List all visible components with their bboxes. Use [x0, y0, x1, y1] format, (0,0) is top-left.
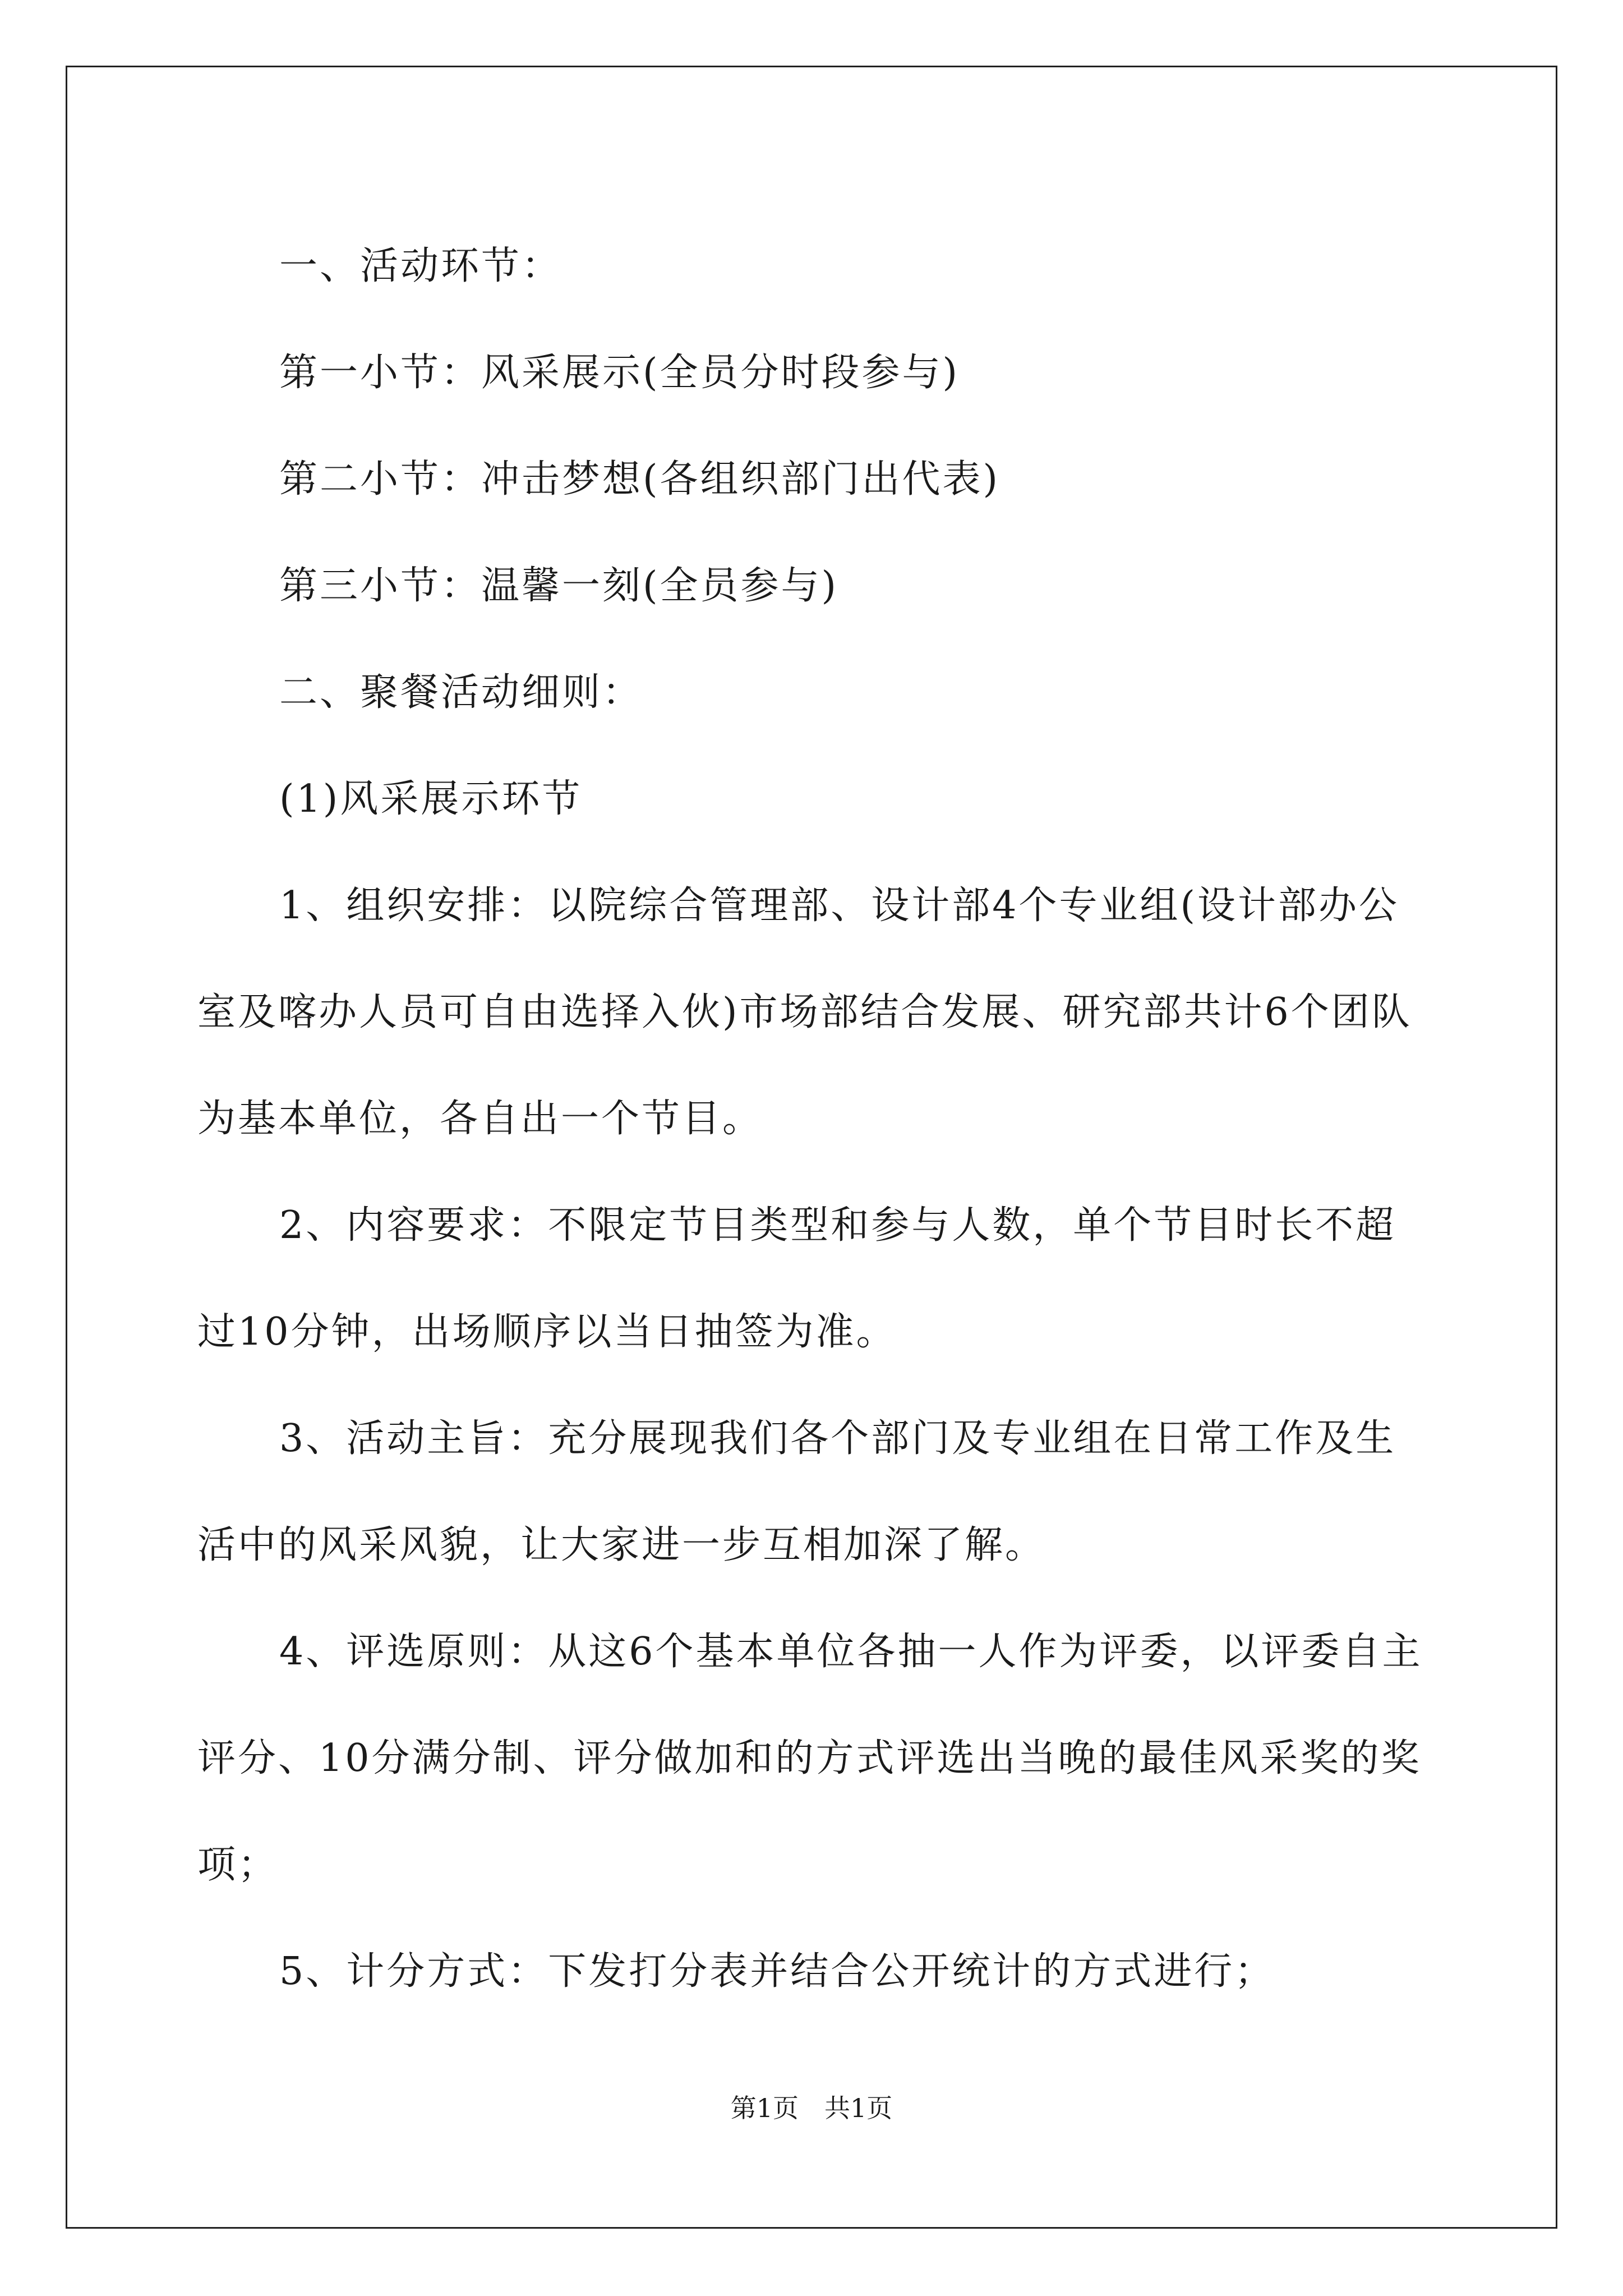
paragraph-part-three: 第三小节：温馨一刻(全员参与)	[279, 564, 839, 608]
section-heading-activities: 一、活动环节：	[279, 244, 562, 288]
paragraph-organization: 1、组织安排：以院综合管理部、设计部4个专业组(设计部办公室及喀办人员可自由选择入伙)市场部结合发展、研究部共计6个团队为基本单位，各自出一个节目。	[197, 884, 1412, 1141]
page-footer: 第1页 共1页	[730, 2093, 893, 2123]
paragraph-part-one: 第一小节：风采展示(全员分时段参与)	[279, 351, 960, 395]
document-body	[197, 213, 1426, 2025]
section-heading-rules: 二、聚餐活动细则：	[279, 670, 643, 715]
paragraph-selection-principle: 4、评选原则：从这6个基本单位各抽一人作为评委，以评委自主评分、10分满分制、评分做加和的方式评选出当晚的最佳风采奖的奖项；	[197, 1630, 1423, 1887]
paragraph-content-requirements: 2、内容要求：不限定节目类型和参与人数，单个节目时长不超过10分钟，出场顺序以当日抽签为准。	[197, 1203, 1396, 1354]
paragraph-scoring-method: 5、计分方式：下发打分表并结合公开统计的方式进行；	[279, 1949, 1275, 1994]
paragraph-purpose: 3、活动主旨：充分展现我们各个部门及专业组在日常工作及生活中的风采风貌，让大家进一步互相加深了解。	[197, 1416, 1396, 1567]
paragraph-part-two: 第二小节：冲击梦想(各组织部门出代表)	[279, 457, 1000, 501]
subsection-heading-showcase: (1)风采展示环节	[279, 777, 583, 821]
